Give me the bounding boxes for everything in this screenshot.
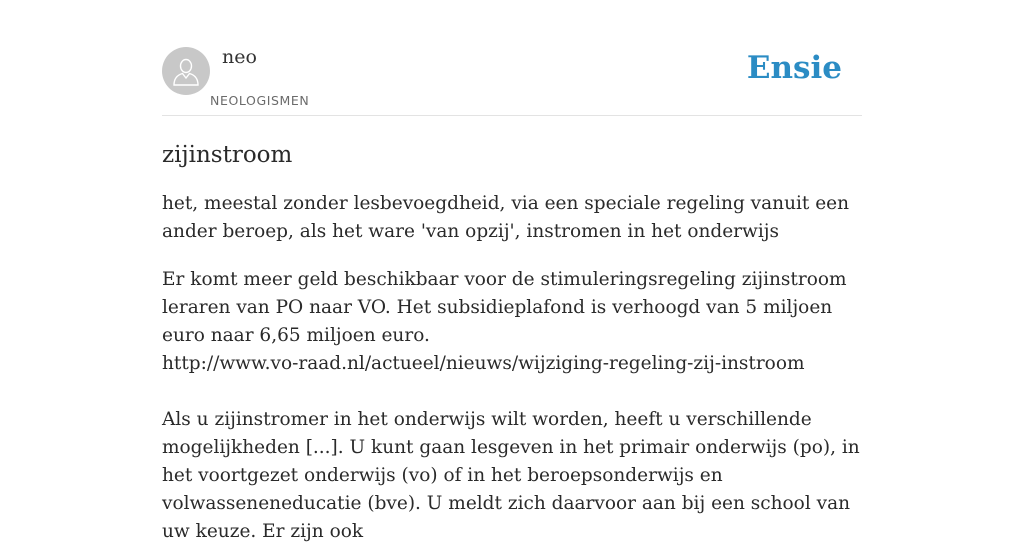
entry-title: zijinstroom [162, 142, 293, 168]
avatar[interactable] [162, 47, 210, 95]
brand-logo[interactable]: Ensie [746, 50, 842, 86]
user-silhouette-icon [171, 56, 201, 86]
author-name[interactable]: neo [222, 46, 257, 68]
entry-header [162, 0, 862, 116]
entry-definition: het, meestal zonder lesbevoegdheid, via een speciale regeling vanuit een ander beroep, als het ware 'van opzij', instromen in het onderwijs [162, 193, 850, 242]
category-link[interactable]: NEOLOGISMEN [210, 93, 310, 108]
content-column [162, 0, 862, 546]
entry-example: Er komt meer geld beschikbaar voor de stimuleringsregeling zijinstroom leraren van PO naar VO. Het subsidieplafond is verhoogd van 5 miljoen euro naar 6,65 miljoen euro. http://www.vo-raad.nl/actueel/nieuws/wijziging-regeling-zij-instroom Als u zijinstromer in het onderwijs wilt worden, heeft u verschillende mogelijkheden [...]. U kunt gaan lesgeven in het primair onderwijs (po), in het voortgezet onderwijs (vo) of in het beroepsonderwijs en volwasseneneducatie (bve). U meldt zich daarvoor aan bij een school van uw keuze. Er zijn ook [162, 269, 860, 542]
